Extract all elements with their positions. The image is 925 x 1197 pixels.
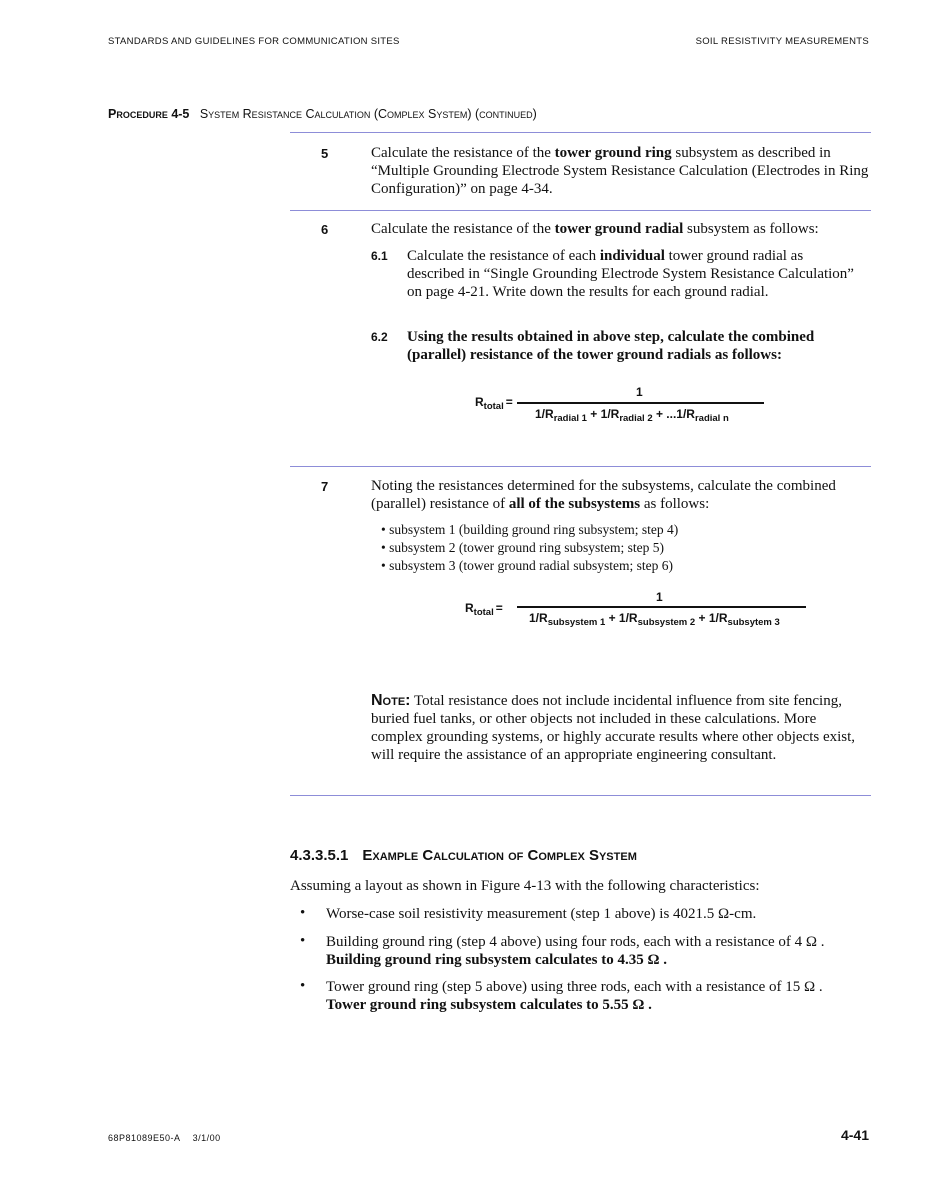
step-number: 5 (321, 146, 329, 161)
formula-1-denominator: $1/R_{radial 1} + 1/R_{radial 2} + ...1/R_{radial n}$ (535, 407, 729, 424)
divider (290, 132, 871, 133)
list-item: • subsystem 3 (tower ground radial subsystem; step 6) (381, 558, 673, 573)
list-item: Building ground ring (step 4 above) using four rods, each with a resistance of 4 Ω . Building ground ring subsystem calculates to 4.35 Ω . (326, 934, 825, 968)
list-item: Tower ground ring (step 5 above) using three rods, each with a resistance of 15 Ω . Tower ground ring subsystem calculates to 5.55 Ω . (326, 979, 823, 1013)
formula-2-numerator: 1 (656, 590, 663, 604)
list-item: Worse-case soil resistivity measurement (step 1 above) is 4021.5 Ω-cm. (326, 906, 757, 922)
formula-2-denominator: $1/R_{subsystem 1} + 1/R_{subsystem 2} + 1/R_{subsytem 3}$ (529, 611, 780, 628)
formula-1-numerator: 1 (636, 385, 643, 399)
bullet-dot: • (300, 905, 306, 921)
section-heading (290, 847, 637, 864)
section-title: Example Calculation of Complex System (362, 847, 637, 864)
fraction-bar (517, 402, 764, 404)
formula-1-lhs: $R_{total}$ = (475, 395, 513, 412)
formula-2-lhs: $R_{total}$ = (465, 601, 503, 618)
running-header-right: SOIL RESISTIVITY MEASUREMENTS (695, 36, 869, 47)
footer-doc-info: 68P81089E50-A 3/1/00 (108, 1133, 221, 1143)
procedure-label: Procedure 4-5 (108, 107, 190, 121)
step-5-text: Calculate the resistance of the tower ground ring subsystem as described in “Multiple Grounding Electrode System Resistance Calculation (Electrodes in Ring Configuration)” on page 4-34. (371, 145, 869, 197)
step-number: 7 (321, 479, 329, 494)
procedure-title (108, 107, 537, 121)
page-number: 4-41 (840, 1127, 869, 1143)
note-label: Note: (371, 692, 411, 709)
fraction-bar (517, 606, 806, 608)
note: Note: Total resistance does not include incidental influence from site fencing, buried fuel tanks, or other objects not included in these calculations. More complex grounding systems, or highly accurate results where other objects exist, will require the assistance of an appropriate engineering consultant. (371, 692, 856, 763)
divider (290, 795, 871, 796)
substep-number: 6.1 (371, 249, 388, 263)
step-number: 6 (321, 222, 329, 237)
step-6-2-text: Using the results obtained in above step, calculate the combined (parallel) resistance of the tower ground radials as follows: (407, 329, 815, 363)
list-item: • subsystem 1 (building ground ring subsystem; step 4) (381, 522, 679, 537)
step-6-1-text: Calculate the resistance of each individual tower ground radial as described in “Single Grounding Electrode System Resistance Calculation” on page 4-21. Write down the results for each ground radial. (407, 248, 854, 300)
section-intro: Assuming a layout as shown in Figure 4-13 with the following characteristics: (290, 878, 760, 894)
step-7-text: Noting the resistances determined for the subsystems, calculate the combined (parallel) resistance of all of the subsystems as follows: (371, 478, 836, 512)
section-number: 4.3.3.5.1 (290, 847, 349, 864)
step-6-text: Calculate the resistance of the tower ground radial subsystem as follows: (371, 221, 819, 237)
divider (290, 466, 871, 467)
bullet-dot: • (300, 933, 306, 949)
bullet-dot: • (300, 978, 306, 994)
running-header-left: STANDARDS AND GUIDELINES FOR COMMUNICATION SITES (108, 36, 400, 47)
substep-number: 6.2 (371, 330, 388, 344)
procedure-title-text: System Resistance Calculation (Complex System) (continued) (199, 107, 537, 121)
divider (290, 210, 871, 211)
list-item: • subsystem 2 (tower ground ring subsystem; step 5) (381, 540, 664, 555)
